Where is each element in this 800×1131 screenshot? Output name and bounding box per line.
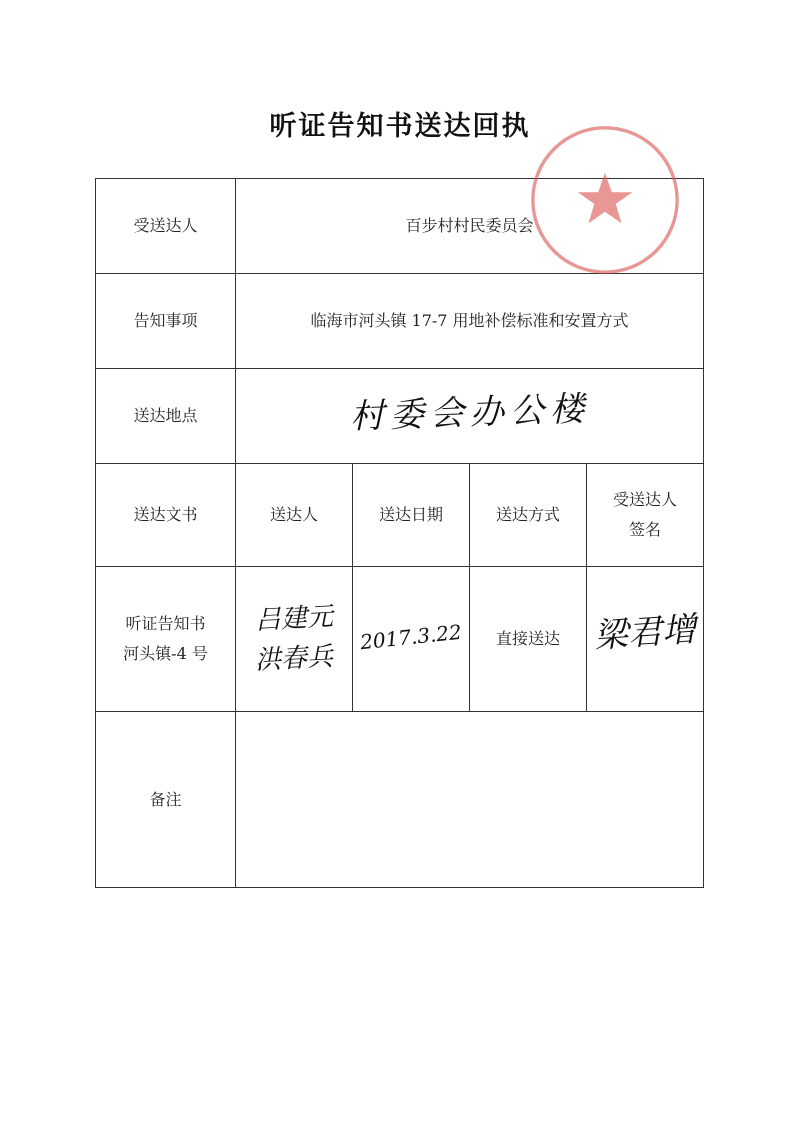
place-value-cell: [236, 369, 704, 464]
table-row: [96, 369, 704, 464]
sender-signatures-cell: [236, 567, 353, 712]
col-header-signature-line1: 受送达人: [613, 490, 678, 509]
place-label: 送达地点: [96, 369, 236, 464]
table-row: [96, 274, 704, 369]
date-cell: [353, 567, 470, 712]
table-row: [96, 567, 704, 712]
remarks-label: 备注: [96, 712, 236, 888]
table-row: [96, 464, 704, 567]
sender-signature-2: 洪春兵: [254, 641, 334, 677]
doc-name-line1: 听证告知书: [125, 614, 206, 633]
receipt-form-table: [95, 178, 704, 888]
doc-name-line2: 河头镇-4 号: [123, 644, 208, 663]
col-header-signature: [587, 464, 704, 567]
doc-header-label: 送达文书: [96, 464, 236, 567]
recipient-signature: 梁君增: [592, 609, 698, 657]
recipient-label: 受送达人: [96, 179, 236, 274]
table-row: [96, 179, 704, 274]
col-header-date: 送达日期: [353, 464, 470, 567]
remarks-value: [236, 712, 704, 888]
page-title: 听证告知书送达回执: [269, 111, 531, 142]
recipient-value: 百步村村民委员会: [236, 179, 704, 274]
place-handwritten-value: 村委会办公楼: [348, 388, 591, 438]
col-header-signature-line2: 签名: [629, 520, 662, 539]
sender-signature-1: 吕建元: [254, 601, 334, 637]
notice-item-label: 告知事项: [96, 274, 236, 369]
notice-item-value: 临海市河头镇 17-7 用地补偿标准和安置方式: [236, 274, 704, 369]
table-row: [96, 712, 704, 888]
delivery-date-handwritten: 2017.3.22: [359, 619, 463, 655]
col-header-method: 送达方式: [470, 464, 587, 567]
doc-name-cell: [96, 567, 236, 712]
col-header-sender: 送达人: [236, 464, 353, 567]
method-value: 直接送达: [470, 567, 587, 712]
recipient-signature-cell: [587, 567, 704, 712]
